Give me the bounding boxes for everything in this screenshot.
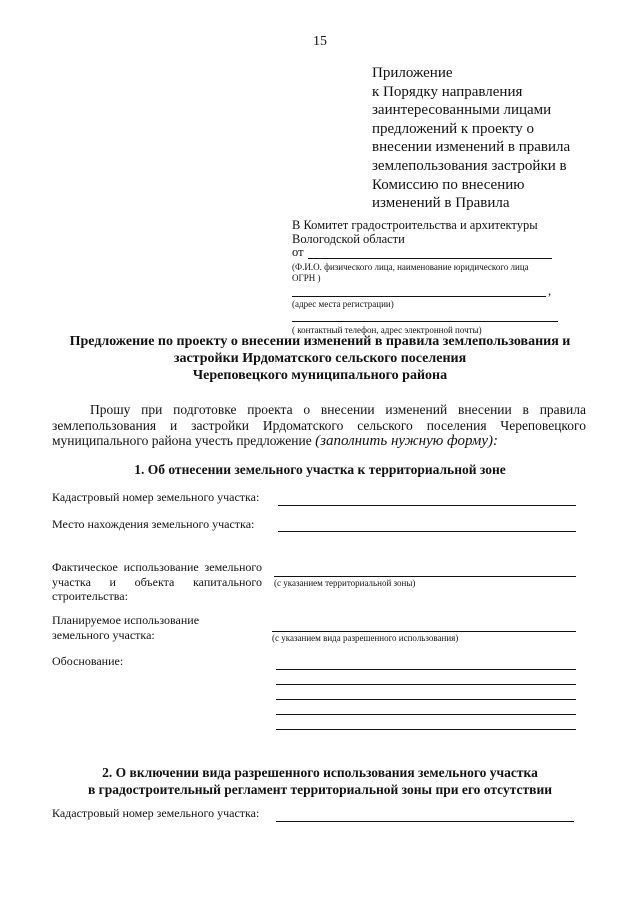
registration-field[interactable] xyxy=(292,296,546,297)
appendix-line: Комиссию по внесению xyxy=(372,176,525,193)
addressee-line: В Комитет градостроительства и архитектуры xyxy=(292,218,538,232)
justification-field[interactable] xyxy=(276,714,576,715)
field-note: ( контактный телефон, адрес электронной почты) xyxy=(292,325,482,335)
label-line: Фактическое использование земельного xyxy=(52,560,262,574)
field-note: ОГРН ) xyxy=(292,273,321,283)
heading-line: 2. О включении вида разрешенного использования земельного участка xyxy=(102,765,538,780)
appendix-line: изменений в Правила xyxy=(372,195,510,212)
cadastral-label: Кадастровый номер земельного участка: xyxy=(52,490,260,504)
field-note: (адрес места регистрации) xyxy=(292,299,394,309)
section-1-heading: 1. Об отнесении земельного участка к территориальной зоне xyxy=(134,462,506,477)
cadastral-field[interactable] xyxy=(276,821,574,822)
label-line: Планируемое использование xyxy=(52,613,200,627)
justification-field[interactable] xyxy=(276,729,576,730)
from-label: от xyxy=(292,245,304,259)
addressee-line: Вологодской области xyxy=(292,232,405,246)
justification-field[interactable] xyxy=(276,684,576,685)
page-number: 15 xyxy=(313,34,327,49)
document-title xyxy=(0,333,640,384)
appendix-block xyxy=(372,64,570,213)
label-line: строительства: xyxy=(52,589,128,603)
paragraph-line: Прошу при подготовке проекта о внесении изменений внесении в правила xyxy=(90,402,586,417)
justification-label: Обоснование: xyxy=(52,654,124,668)
appendix-line: к Порядку направления xyxy=(372,83,523,100)
appendix-line: землепользования застройки в xyxy=(372,157,567,174)
paragraph-italic: (заполнить нужную форму): xyxy=(315,433,498,449)
appendix-line: предложений к проекту о xyxy=(372,120,534,137)
actual-use-label xyxy=(52,560,262,604)
appendix-line: заинтересованными лицами xyxy=(372,102,552,119)
cadastral-field[interactable] xyxy=(278,505,576,506)
planned-use-label xyxy=(52,613,199,642)
from-field[interactable] xyxy=(308,258,552,259)
justification-field[interactable] xyxy=(276,669,576,670)
title-line: Предложение по проекту о внесении изменений в правила землепользования и xyxy=(69,334,571,349)
actual-use-field[interactable] xyxy=(274,576,576,577)
planned-use-field[interactable] xyxy=(272,631,576,632)
title-line: застройки Ирдоматского сельского поселения xyxy=(173,351,467,366)
title-line: Череповецкого муниципального района xyxy=(192,368,448,383)
justification-field[interactable] xyxy=(276,699,576,700)
label-line: участка и объекта капитального xyxy=(52,574,262,589)
section-2-heading xyxy=(0,764,640,798)
comma: , xyxy=(548,284,552,298)
location-field[interactable] xyxy=(278,531,576,532)
appendix-line: Приложение xyxy=(372,65,453,81)
location-label: Место нахождения земельного участка: xyxy=(52,517,255,531)
appendix-line: внесении изменений в правила xyxy=(372,139,571,156)
cadastral-label: Кадастровый номер земельного участка: xyxy=(52,806,260,820)
paragraph-line: муниципального района учесть предложение xyxy=(52,433,316,448)
heading-line: в градостроительный регламент территориальной зоны при его отсутствии xyxy=(87,782,553,797)
field-note: (с указанием вида разрешенного использования) xyxy=(272,633,459,643)
paragraph-line: землепользования и застройки Ирдоматского сельского поселения Череповецкого xyxy=(52,417,586,433)
request-paragraph xyxy=(52,402,586,450)
contacts-field[interactable] xyxy=(292,321,558,322)
field-note: (с указанием территориальной зоны) xyxy=(274,578,416,588)
field-note: (Ф.И.О. физического лица, наименование юридического лица xyxy=(292,262,529,272)
label-line: земельного участка: xyxy=(52,627,155,642)
